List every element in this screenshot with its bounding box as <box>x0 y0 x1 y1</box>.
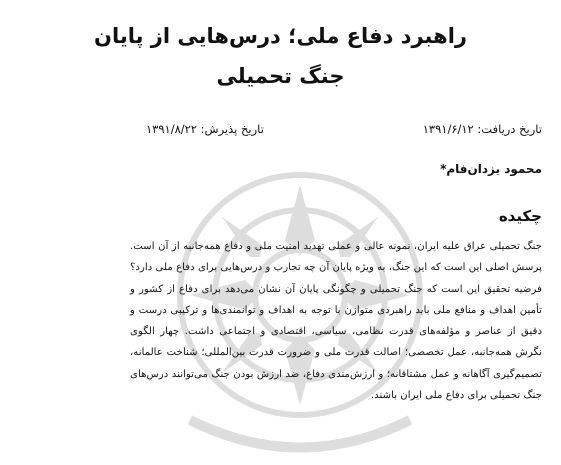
abstract-heading: چکیده <box>498 207 542 225</box>
date-received: تاریخ دریافت: ۱۳۹۱/۶/۱۲ <box>422 122 542 136</box>
paper-title-line-1: راهبرد دفاع ملی؛ درس‌هایی از پایان <box>94 24 467 48</box>
date-accepted: تاریخ پذیرش: ۱۳۹۱/۸/۲۲ <box>146 122 264 136</box>
author-name: محمود یزدان‌فام* <box>440 162 542 176</box>
abstract-text: جنگ تحمیلی عراق علیه ایران، نمونه عالی و عملی تهدید امنیت ملی و دفاع همه‌جانبه از آن است. پرسش اصلی این است که این جنگ، به ویژه پایان آن چه تجارب و درس‌هایی برای دفاع ملی دارد؟ فرضیه تحقیق این است که جنگ تحمیلی و چگونگی پایان آن نشان می‌دهد برای دفاع از کشور و تأمین اهداف و منافع ملی باید راهبردی متوازن با توجه به اهداف و توانمندی‌ها و ترکیبی درست و دقیق از عناصر و مؤلفه‌های قدرت نظامی، سیاسی، اقتصادی و اجتماعی داشت. چهار الگوی نگرش همه‌جانبه، عمل تخصصی؛ اصالت قدرت ملی و ضرورت قدرت بین‌المللی؛ شناخت عالمانه، تصمیم‌گیری آگاهانه و عمل مشتاقانه؛ و ارزش‌مندی دفاع، ضد ارزش بودن جنگ می‌توانند درس‌های جنگ تحمیلی برای دفاع ملی ایران باشند. <box>130 241 542 402</box>
paper-title-line-2: جنگ تحمیلی <box>216 64 345 88</box>
